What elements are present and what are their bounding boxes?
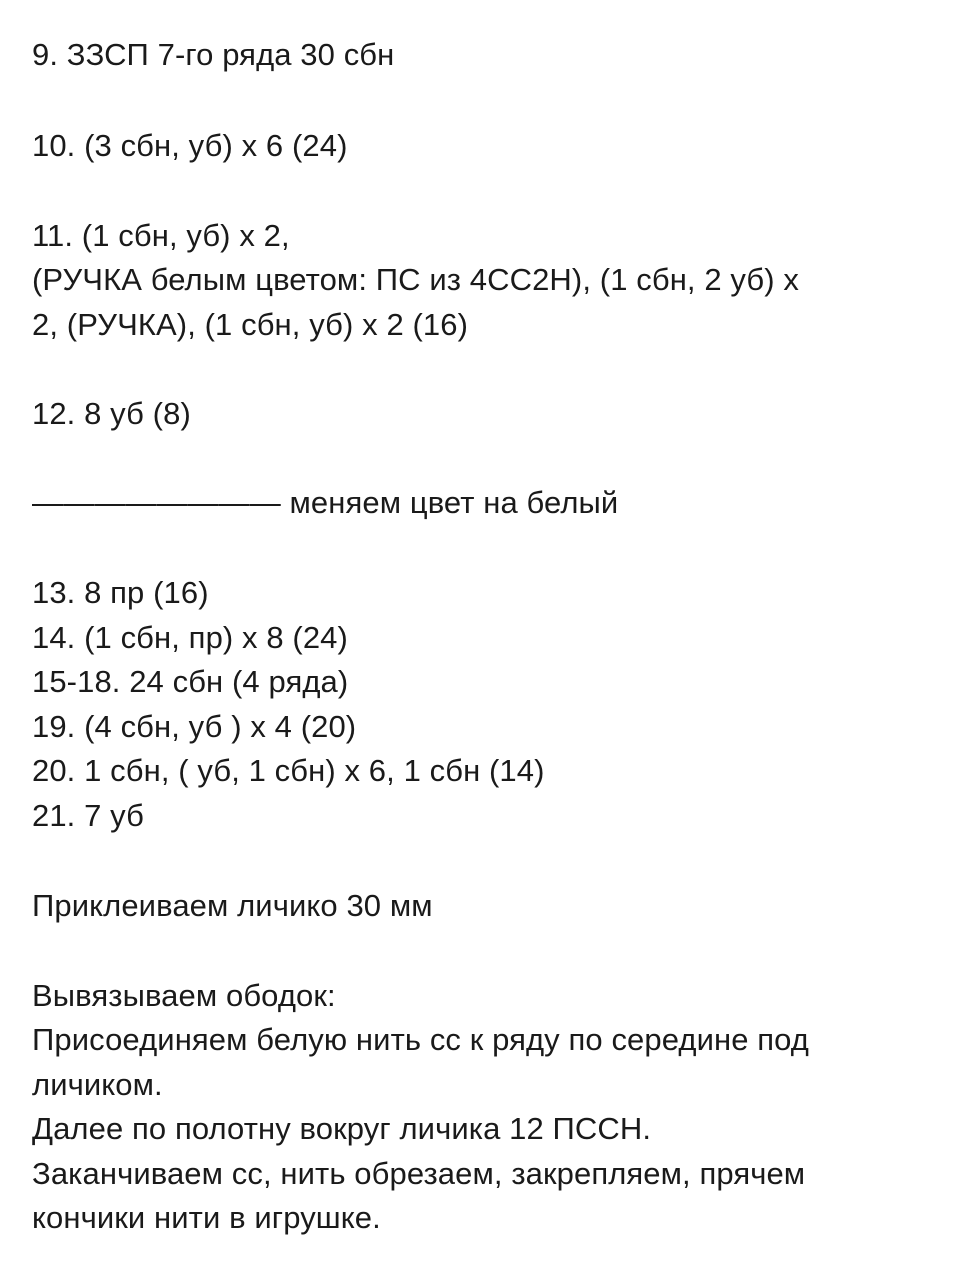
text-line-row-15-18: 15-18. 24 сбн (4 ряда) — [32, 664, 349, 699]
text-line-rim-step-1-cont: личиком. — [32, 1067, 163, 1102]
text-line-row-13: 13. 8 пр (16) — [32, 575, 209, 610]
text-line-row-21: 21. 7 уб — [32, 798, 144, 833]
text-line-row-11: 11. (1 сбн, уб) х 2, — [32, 218, 290, 253]
text-line-row-11-cont: (РУЧКА белым цветом: ПС из 4СС2Н), (1 сбн, 2 уб) х — [32, 262, 799, 297]
text-line-rim-step-1: Присоединяем белую нить сс к ряду по середине под — [32, 1022, 809, 1057]
text-line-row-14: 14. (1 сбн, пр) х 8 (24) — [32, 620, 348, 655]
text-line-row-20: 20. 1 сбн, ( уб, 1 сбн) х 6, 1 сбн (14) — [32, 753, 545, 788]
text-line-row-11-end: 2, (РУЧКА), (1 сбн, уб) х 2 (16) — [32, 307, 469, 342]
text-line-rim-step-3-cont: кончики нити в игрушке. — [32, 1200, 381, 1235]
text-line-glue-face: Приклеиваем личико 30 мм — [32, 888, 433, 923]
text-line-color-change: ———————— меняем цвет на белый — [32, 485, 619, 520]
text-line-rim-step-3: Заканчиваем сс, нить обрезаем, закрепляем, прячем — [32, 1156, 806, 1191]
text-line-row-10: 10. (3 сбн, уб) х 6 (24) — [32, 128, 348, 163]
text-line-row-9: 9. ЗЗСП 7-го ряда 30 сбн — [32, 37, 395, 72]
text-line-row-19: 19. (4 сбн, уб ) х 4 (20) — [32, 709, 357, 744]
text-line-row-12: 12. 8 уб (8) — [32, 396, 191, 431]
text-line-rim-step-2: Далее по полотну вокруг личика 12 ПССН. — [32, 1111, 652, 1146]
text-line-rim-heading: Вывязываем ободок: — [32, 978, 336, 1013]
